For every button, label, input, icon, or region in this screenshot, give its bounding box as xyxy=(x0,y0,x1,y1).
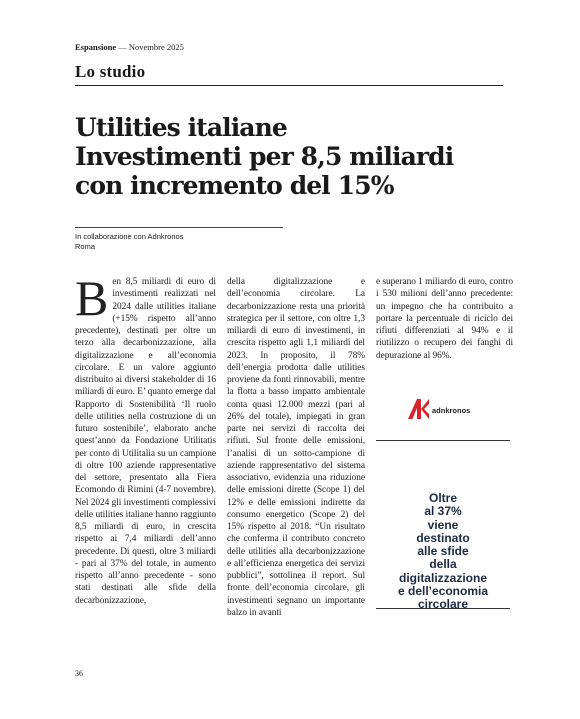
pullquote-line-3: viene xyxy=(427,517,459,532)
section-title: Lo studio xyxy=(75,62,146,81)
byline xyxy=(75,232,183,251)
header-separator: — xyxy=(116,42,129,52)
pullquote-line-2: al 37% xyxy=(424,504,462,519)
page-number: 36 xyxy=(75,669,83,678)
adnkronos-logo xyxy=(408,398,478,420)
body-text-1: en 8,5 miliardi di euro di investimenti realizzati nel 2024 dalle utilities italiane (+15% rispetto all’anno precedente), destinati per oltre un terzo alla decarbonizzazione, alla digitalizzazione e all’economia circolare. E un valore aggiunto distribuito ai diversi stakeholder di 16 miliardi di euro. E’ quanto emerge dal Rapporto di Sostenibilità ‘Il ruolo delle utilities nella costruzione di un futuro sostenibile’, elaborato anche quest’anno da Fondazione Utilitatis per conto di Utilitalia su un campione di oltre 100 aziende rappresentative del settore, presentato alla Fiera Ecomondo di Rimini (4-7 novembre). Nel 2024 gli investimenti complessivi delle utilities italiane hanno raggiunto 8,5 miliardi di euro, in crescita rispetto ai 7,4 miliardi dell’anno precedente. Di questi, oltre 3 miliardi - pari al 37% del totale, in aumento rispetto all’anno precedente - sono stati destinati alle sfide della decarbonizzazione, xyxy=(75,277,216,606)
pullquote-top-rule xyxy=(376,440,510,441)
issue-date: Novembre 2025 xyxy=(128,42,184,52)
section-rule xyxy=(75,85,503,86)
byline-rule xyxy=(75,227,283,228)
pullquote-line-1: Oltre xyxy=(428,491,457,505)
pullquote-line-5: alle sfide xyxy=(417,544,469,559)
pullquote-line-4: destinato xyxy=(416,530,470,545)
running-header xyxy=(75,42,184,52)
adnkronos-logo-icon xyxy=(408,398,430,420)
body-text-3: e superano 1 miliardo di euro, contro i 530 milioni dell’anno precedente: un impegno che ha contribuito a portare la percentuale di riciclo dei rifiuti differenziati al 94% e il riutilizzo o recupero dei fanghi di depurazione al 96%. xyxy=(376,277,513,361)
pullquote-line-9: circolare xyxy=(417,597,469,612)
pullquote-line-8: e dell’economia xyxy=(397,584,489,599)
headline-line-3: con incremento del 15% xyxy=(75,171,394,200)
pullquote-line-6: della xyxy=(429,557,457,572)
article-headline xyxy=(75,113,515,200)
body-column-2 xyxy=(227,276,365,619)
publication-name: Espansione xyxy=(75,42,117,52)
pullquote-line-7: digitalizzazione xyxy=(398,570,487,585)
headline-line-2: Investimenti per 8,5 miliardi xyxy=(75,142,454,171)
body-column-1 xyxy=(75,270,216,607)
drop-cap: B xyxy=(75,270,109,326)
pullquote xyxy=(376,492,510,612)
pullquote-bottom-rule xyxy=(376,608,510,609)
byline-collaboration: In collaborazione con Adnkronos xyxy=(75,232,184,241)
byline-place: Roma xyxy=(75,241,96,251)
body-column-3 xyxy=(376,276,513,362)
headline-line-1: Utilities italiane xyxy=(75,113,287,142)
body-text-2: della digitalizzazione e dell’economia circolare. La decarbonizzazione resta una priorità strategica per il settore, con oltre 1,3 miliardi di euro di investimenti, in crescita rispetto agli 1,1 miliardi del 2023. In proposito, il 78% dell’energia prodotta dalle utilities proviene da fonti rinnovabili, mentre la flotta a basso impatto ambientale conta quasi 12.000 mezzi (pari al 26% del totale), impiegati in gran parte nei servizi di raccolta dei rifiuti. Sul fronte delle emissioni, l’analisi di un sotto-campione di aziende rappresentativo del sistema associativo, evidenzia una riduzione delle emissioni dirette (Scope 1) del 12% e delle emissioni indirette da consumo energetico (Scope 2) del 15% rispetto al 2018. “Un risultato che conferma il contributo concreto delle utilities alla decarbonizzazione e all’efficienza energetica dei servizi pubblici”, sottolinea il report. Sul fronte dell’economia circolare, gli investimenti segnano un importante balzo in avanti xyxy=(227,277,365,618)
logo-wordmark: adnkronos xyxy=(432,406,471,415)
